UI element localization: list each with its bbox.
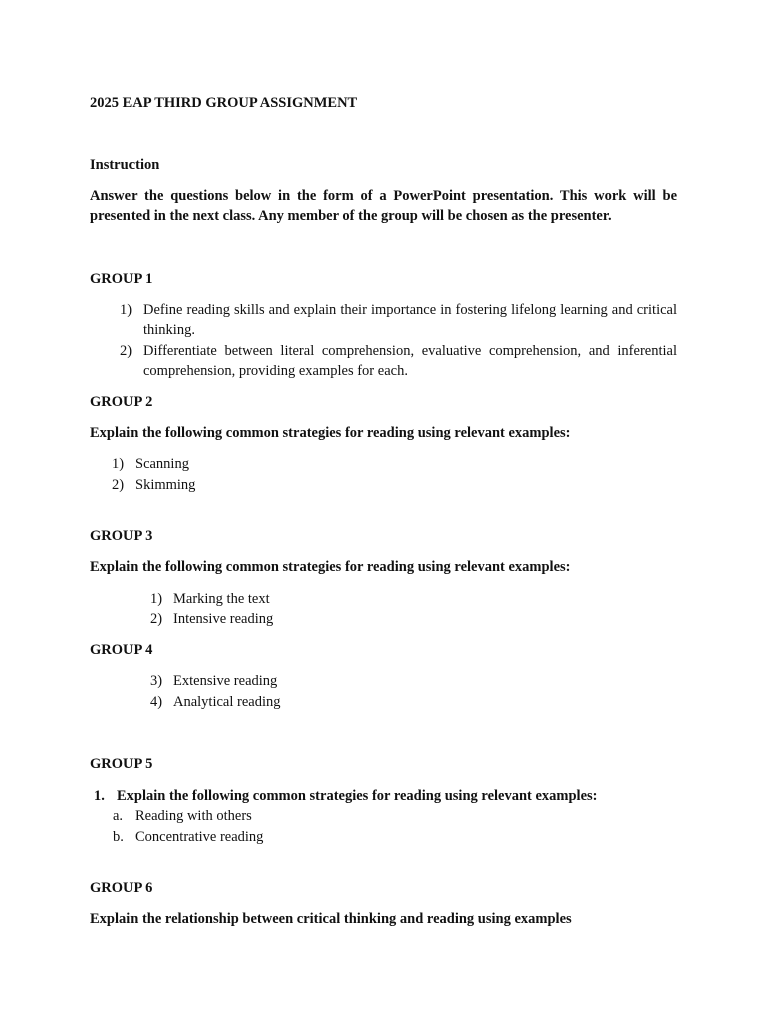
group1-item [120, 341, 677, 381]
list-letter: a. [113, 808, 124, 824]
list-number: 3) [150, 673, 163, 689]
group3-item [150, 609, 450, 629]
list-item-text: Reading with others [135, 808, 252, 824]
group6-prompt: Explain the relationship between critical thinking and reading using examples [90, 911, 572, 927]
document-title: 2025 EAP THIRD GROUP ASSIGNMENT [90, 95, 358, 111]
group2-item [112, 475, 412, 495]
group5-item [113, 827, 413, 847]
list-number: 2) [150, 611, 163, 627]
group2-item [112, 454, 412, 474]
group4-item [150, 671, 450, 691]
list-item-text: Explain the following common strategies for reading using relevant examples: [117, 788, 598, 804]
group5-heading: GROUP 5 [90, 756, 153, 772]
group2-prompt: Explain the following common strategies for reading using relevant examples: [90, 425, 571, 441]
group6-heading: GROUP 6 [90, 880, 153, 896]
list-number: 1. [94, 788, 105, 804]
list-item-text: Extensive reading [173, 673, 278, 689]
group1-heading: GROUP 1 [90, 271, 153, 287]
instruction-text: Answer the questions below in the form of a PowerPoint presentation. This work will be presented in the next class. Any member of the group will be chosen as the presenter. [90, 188, 677, 224]
group3-heading: GROUP 3 [90, 528, 153, 544]
list-number: 2) [112, 477, 125, 493]
list-item-text: Marking the text [173, 591, 270, 607]
list-number: 1) [112, 456, 125, 472]
list-item-text: Differentiate between literal comprehension, evaluative comprehension, and inferential comprehension, providing examples for each. [143, 343, 677, 379]
group1-item [120, 300, 677, 340]
list-item-text: Skimming [135, 477, 196, 493]
list-item-text: Define reading skills and explain their importance in fostering lifelong learning and critical thinking. [143, 302, 677, 338]
group4-heading: GROUP 4 [90, 642, 153, 658]
list-letter: b. [113, 829, 124, 845]
list-number: 1) [120, 302, 133, 318]
group3-prompt: Explain the following common strategies for reading using relevant examples: [90, 559, 571, 575]
group4-item [150, 692, 450, 712]
list-item-text: Concentrative reading [135, 829, 264, 845]
group2-heading: GROUP 2 [90, 394, 153, 410]
group5-question [94, 786, 677, 806]
group5-item [113, 806, 413, 826]
list-number: 4) [150, 694, 163, 710]
group3-item [150, 589, 450, 609]
list-item-text: Analytical reading [173, 694, 281, 710]
list-number: 1) [150, 591, 163, 607]
list-item-text: Intensive reading [173, 611, 274, 627]
list-item-text: Scanning [135, 456, 189, 472]
list-number: 2) [120, 343, 133, 359]
instruction-heading: Instruction [90, 157, 160, 173]
